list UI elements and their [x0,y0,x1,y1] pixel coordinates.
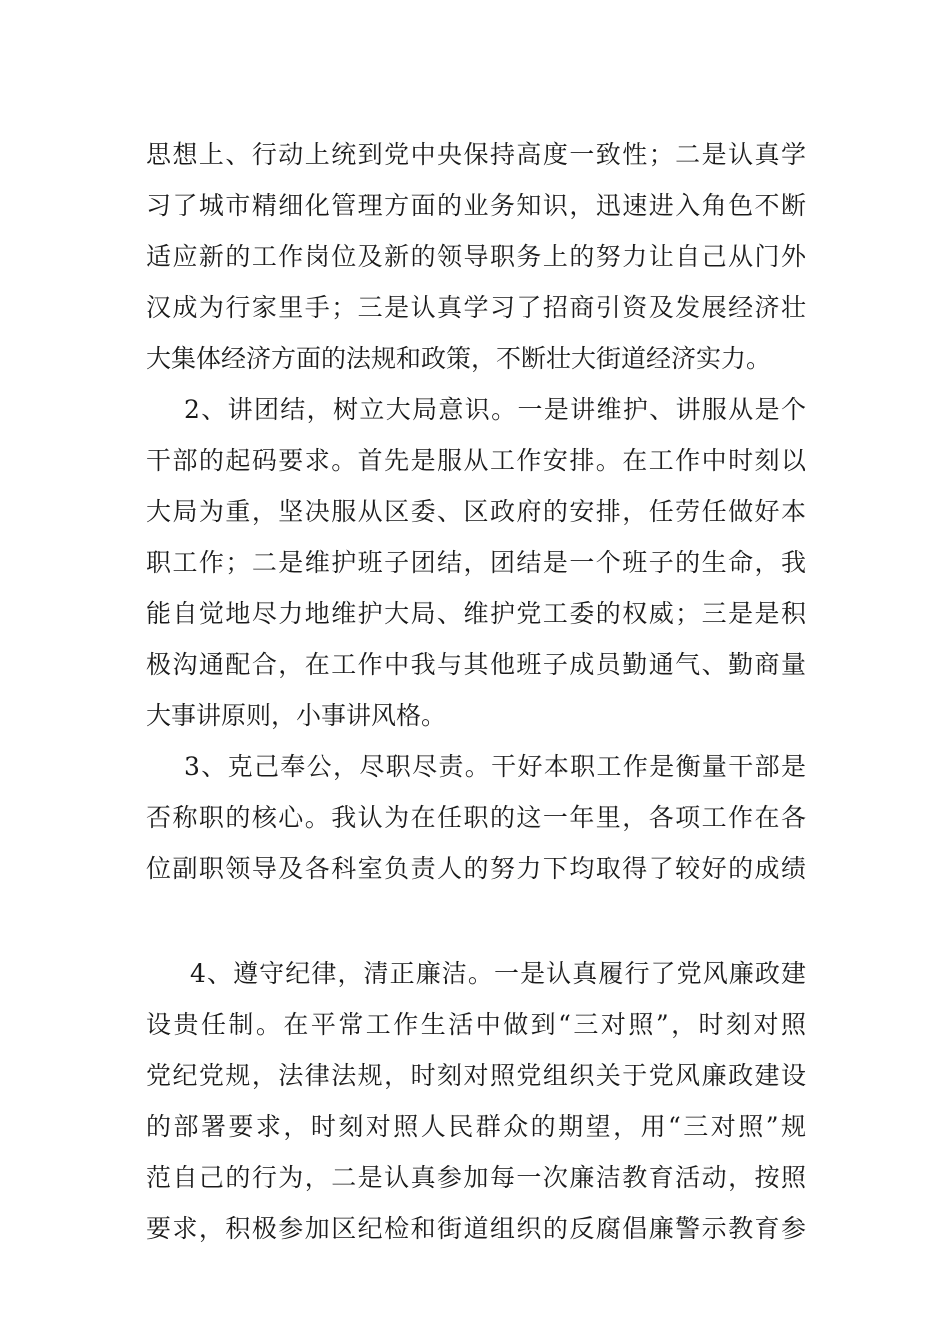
text-line: 能自觉地尽力地维护大局、维护党工委的权威；三是是积 [146,599,806,628]
paragraph-first-line: 3、克己奉公，尽职尽责。干好本职工作是衡量干部是 [184,752,806,781]
paragraph-first-line: 4、遵守纪律，清正廉洁。一是认真履行了党风廉政建 [190,959,806,988]
paragraph-first-line: 2、讲团结，树立大局意识。一是讲维护、讲服从是个 [184,395,806,424]
text-line: 范自己的行为，二是认真参加每一次廉洁教育活动，按照 [146,1163,806,1192]
text-line: 党纪党规，法律法规，时刻对照党组织关于党风廉政建设 [146,1061,806,1090]
text-line: 习了城市精细化管理方面的业务知识，迅速进入角色不断 [146,191,806,220]
text-line: 大集体经济方面的法规和政策，不断壮大街道经济实力。 [146,344,772,373]
text-line: 大事讲原则，小事讲风格。 [146,701,447,730]
text-line: 位副职领导及各科室负责人的努力下均取得了较好的成绩 [146,854,806,883]
text-line: 要求，积极参加区纪检和街道组织的反腐倡廉警示教育参 [146,1214,806,1243]
text-line: 汉成为行家里手；三是认真学习了招商引资及发展经济壮 [146,293,806,322]
text-line: 设贵任制。在平常工作生活中做到“三对照”，时刻对照 [146,1010,806,1039]
text-line: 极沟通配合，在工作中我与其他班子成员勤通气、勤商量 [146,650,806,679]
text-line: 的部署要求，时刻对照人民群众的期望，用“三对照”规 [146,1112,806,1141]
text-line: 思想上、行动上统到党中央保持高度一致性；二是认真学 [146,140,806,169]
text-line: 大局为重，坚决服从区委、区政府的安排，任劳任做好本 [146,497,806,526]
text-line: 否称职的核心。我认为在任职的这一年里，各项工作在各 [146,803,806,832]
text-line: 适应新的工作岗位及新的领导职务上的努力让自己从门外 [146,242,806,271]
text-line: 干部的起码要求。首先是服从工作安排。在工作中时刻以 [146,446,806,475]
text-line: 职工作；二是维护班子团结，团结是一个班子的生命，我 [146,548,806,577]
